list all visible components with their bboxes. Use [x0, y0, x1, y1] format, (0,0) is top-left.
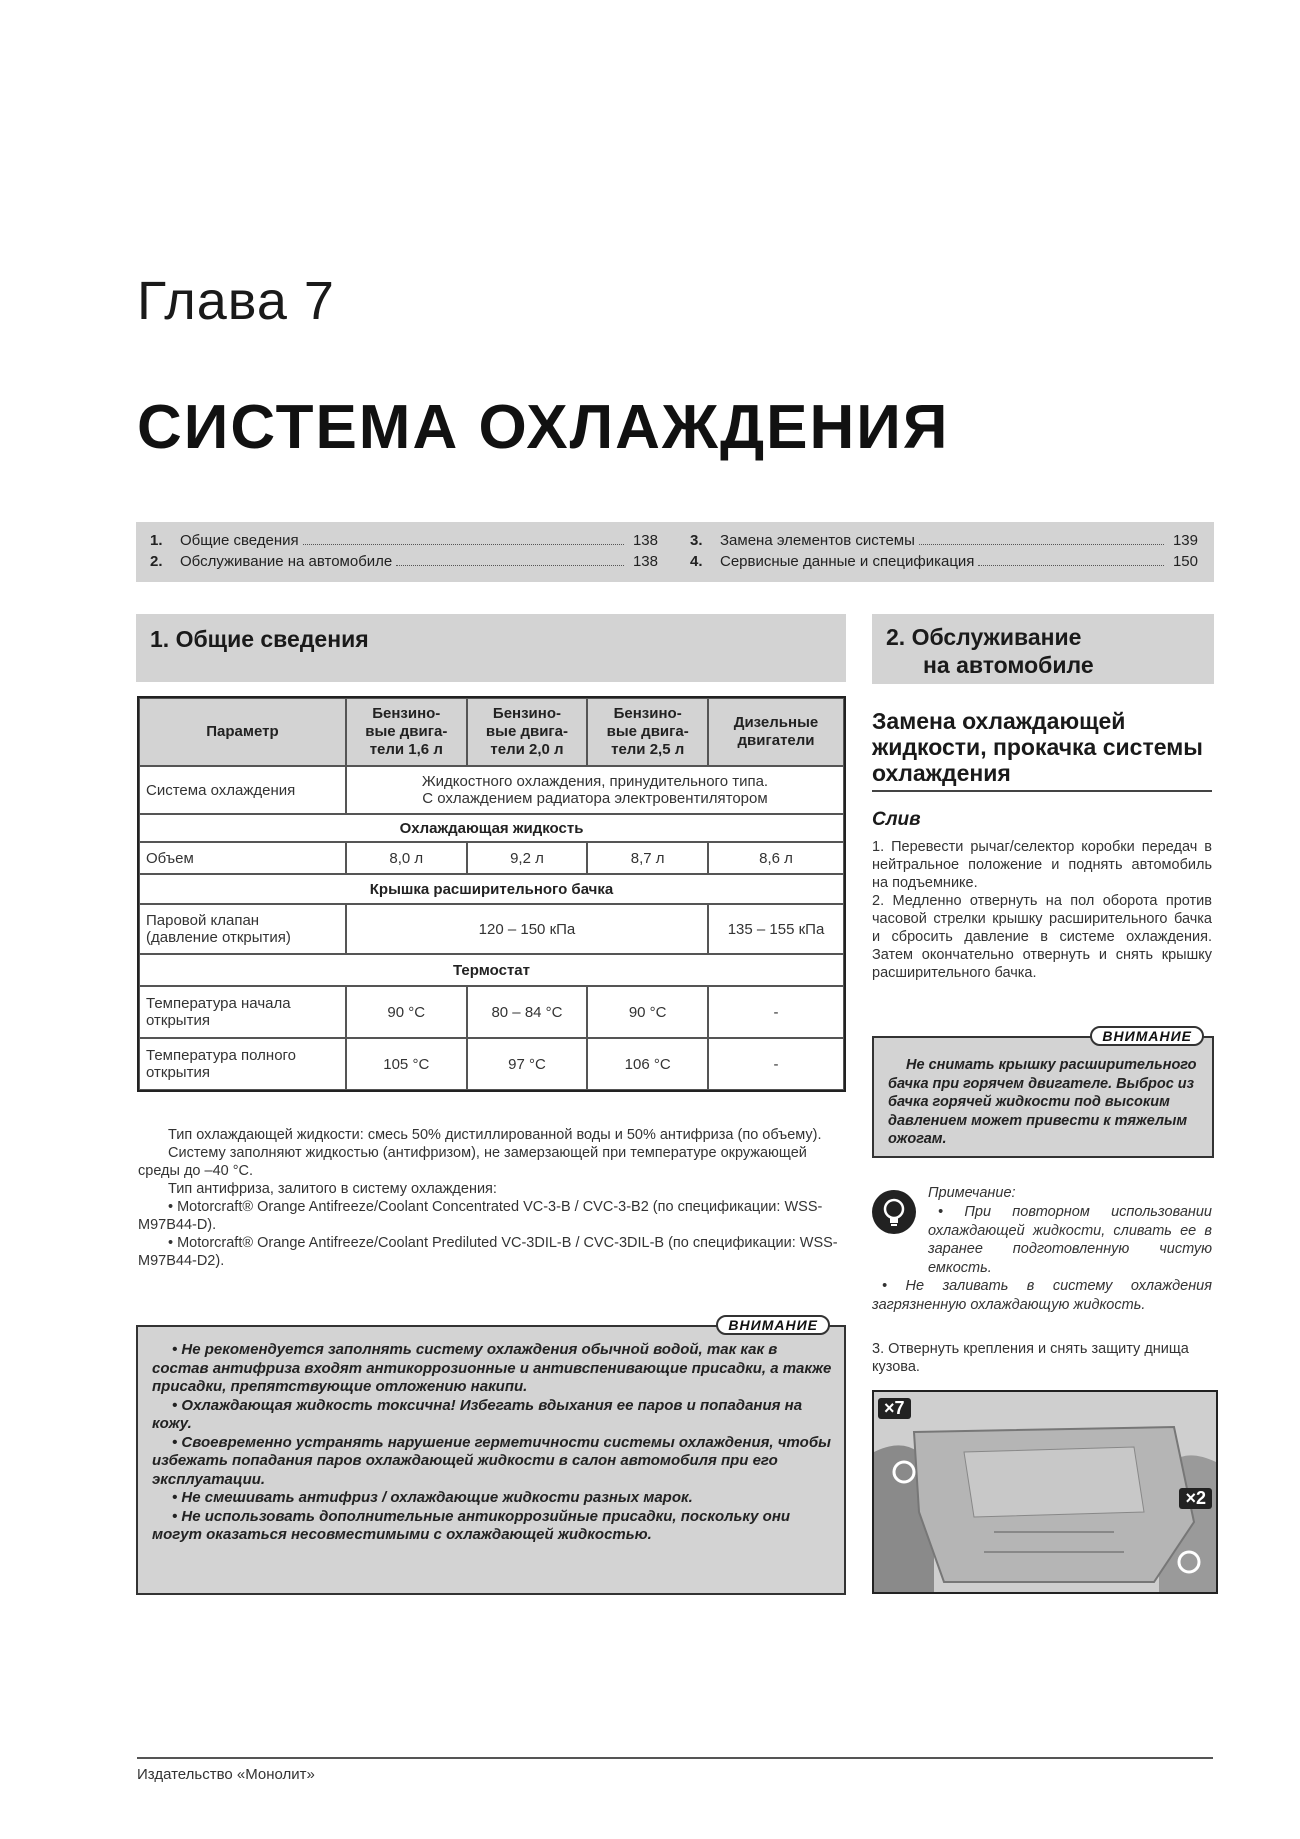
header-diesel: Дизельные двигатели — [708, 698, 844, 766]
chapter-title: СИСТЕМА ОХЛАЖДЕНИЯ — [137, 393, 950, 462]
chapter-label: Глава 7 — [137, 271, 335, 331]
cooling-system-value: Жидкостного охлаждения, принудительного типа. С охлаждением радиатора электровентилятором — [346, 766, 844, 814]
warning-box-right — [872, 1028, 1214, 1158]
group-coolant: Охлаждающая жидкость — [139, 814, 844, 842]
warning-item: • Не смешивать антифриз / охлаждающие жидкости разных марок. — [172, 1489, 693, 1506]
table-row — [139, 986, 844, 1038]
note-block — [872, 1203, 1212, 1314]
cell-value: 90 °C — [587, 986, 708, 1038]
section-2-header — [872, 614, 1214, 684]
step-3: 3. Отвернуть крепления и снять защиту днища кузова. — [872, 1341, 1189, 1375]
bullet-item: • Motorcraft® Orange Antifreeze/Coolant Concentrated VC-3-B / CVC-3-B2 (по спецификации: WSS-M97B44-D). — [138, 1199, 823, 1233]
step-1: 1. Перевести рычаг/селектор коробки передач в нейтральное положение и поднять автомобиль на подъемнике. — [872, 839, 1212, 891]
cell-value: 105 °C — [346, 1038, 467, 1090]
cell-value: 80 – 84 °C — [467, 986, 588, 1038]
table-row — [139, 842, 844, 874]
table-group-row — [139, 814, 844, 842]
warning-item: • Не использовать дополнительные антикоррозийные присадки, поскольку они могут оказаться несовместимыми с охлаждающей жидкостью. — [152, 1507, 791, 1543]
warning-item: • Своевременно устранять нарушение герметичности системы охлаждения, чтобы избежать попадания паров охлаждающей жидкости в салон автомобиля при его эксплуатации. — [152, 1433, 831, 1488]
cooling-spec-table — [137, 696, 846, 1092]
footer-divider — [137, 1757, 1213, 1759]
procedure-heading: Замена охлаждающей жидкости, прокачка системы охлаждения — [872, 708, 1212, 792]
bullet-item: • Motorcraft® Orange Antifreeze/Coolant Prediluted VC-3DIL-B / CVC-3DIL-B (по спецификации: WSS-M97B44-D2). — [138, 1235, 838, 1269]
toc-item[interactable]: 1. Общие сведения 138 — [150, 532, 658, 549]
warning-text — [152, 1341, 836, 1545]
warning-item: • Охлаждающая жидкость токсична! Избегать вдыхания ее паров и попадания на кожу. — [152, 1396, 803, 1432]
section-2-title-line2: на автомобиле — [923, 652, 1094, 678]
section-1-title: 1. Общие сведения — [150, 626, 369, 652]
header-petrol-2-0: Бензино- вые двига- тели 2,0 л — [467, 698, 588, 766]
cell-value: 9,2 л — [467, 842, 588, 874]
group-cap: Крышка расширительного бачка — [139, 874, 844, 904]
section-1-header — [136, 614, 846, 682]
header-param: Параметр — [139, 698, 346, 766]
step-2: 2. Медленно отвернуть на пол оборота против часовой стрелки крышку расширительного бачка и сбросить давление в системе охлаждения. Затем окончательно отвернуть и снять крышку расширительного бачка. — [872, 893, 1212, 981]
row-label: Паровой клапан (давление открытия) — [139, 904, 346, 954]
publisher-footer: Издательство «Монолит» — [137, 1766, 315, 1783]
table-group-row — [139, 874, 844, 904]
cell-value: - — [708, 986, 844, 1038]
cell-value: 8,6 л — [708, 842, 844, 874]
paragraph: Тип антифриза, залитого в систему охлаждения: — [168, 1181, 497, 1197]
table-group-row — [139, 954, 844, 986]
toc-item[interactable]: 4. Сервисные данные и спецификация 150 — [690, 553, 1198, 570]
drain-subheading: Слив — [872, 809, 921, 830]
row-label: Температура полного открытия — [139, 1038, 346, 1090]
row-label: Объем — [139, 842, 346, 874]
cell-value: 106 °C — [587, 1038, 708, 1090]
cell-value: 90 °C — [346, 986, 467, 1038]
row-label: Система охлаждения — [139, 766, 346, 814]
row-label: Температура начала открытия — [139, 986, 346, 1038]
section-2-title-line1: 2. Обслуживание — [886, 624, 1082, 650]
cell-value: 8,7 л — [587, 842, 708, 874]
toc-item[interactable]: 2. Обслуживание на автомобиле 138 — [150, 553, 658, 570]
paragraph: Систему заполняют жидкостью (антифризом), не замерзающей при температуре окружающей среды до –40 °C. — [138, 1145, 807, 1179]
cell-value: 120 – 150 кПа — [346, 904, 708, 954]
table-header-row — [139, 698, 844, 766]
note-item: • При повторном использовании охлаждающей жидкости, сливать ее в заранее подготовленную чистую емкость. — [928, 1204, 1212, 1276]
fastener-count-badge: ×7 — [878, 1398, 911, 1419]
cell-value: 135 – 155 кПа — [708, 904, 844, 954]
note-item: • Не заливать в систему охлаждения загрязненную охлаждающую жидкость. — [872, 1278, 1212, 1313]
group-thermostat: Термостат — [139, 954, 844, 986]
paragraph: Тип охлаждающей жидкости: смесь 50% дистиллированной воды и 50% антифриза (по объему). — [168, 1127, 822, 1143]
cell-value: 97 °C — [467, 1038, 588, 1090]
cell-value: 8,0 л — [346, 842, 467, 874]
coolant-info — [138, 1126, 846, 1270]
header-petrol-1-6: Бензино- вые двига- тели 1,6 л — [346, 698, 467, 766]
note-label: Примечание: — [928, 1185, 1016, 1201]
drain-steps — [872, 838, 1212, 982]
fastener-count-badge: ×2 — [1179, 1488, 1212, 1509]
warning-item: • Не рекомендуется заполнять систему охлаждения обычной водой, так как в состав антифриза входят антикоррозионные и антивспенивающие присадки, а также присадки, препятствующие отложению накипи. — [152, 1341, 832, 1395]
table-row — [139, 1038, 844, 1090]
warning-text: Не снимать крышку расширительного бачка при горячем двигателе. Выброс из бачка горячей жидкости под высоким давлением может привести к тяжелым ожогам. — [888, 1057, 1197, 1147]
header-petrol-2-5: Бензино- вые двига- тели 2,5 л — [587, 698, 708, 766]
warning-tag: ВНИМАНИЕ — [1090, 1026, 1204, 1046]
warning-tag: ВНИМАНИЕ — [716, 1315, 830, 1335]
toc-item[interactable]: 3. Замена элементов системы 139 — [690, 532, 1198, 549]
underbody-shield-photo — [872, 1390, 1218, 1594]
warning-box-left — [136, 1317, 846, 1595]
table-row — [139, 904, 844, 954]
cell-value: - — [708, 1038, 844, 1090]
table-row — [139, 766, 844, 814]
table-of-contents — [136, 522, 1214, 582]
